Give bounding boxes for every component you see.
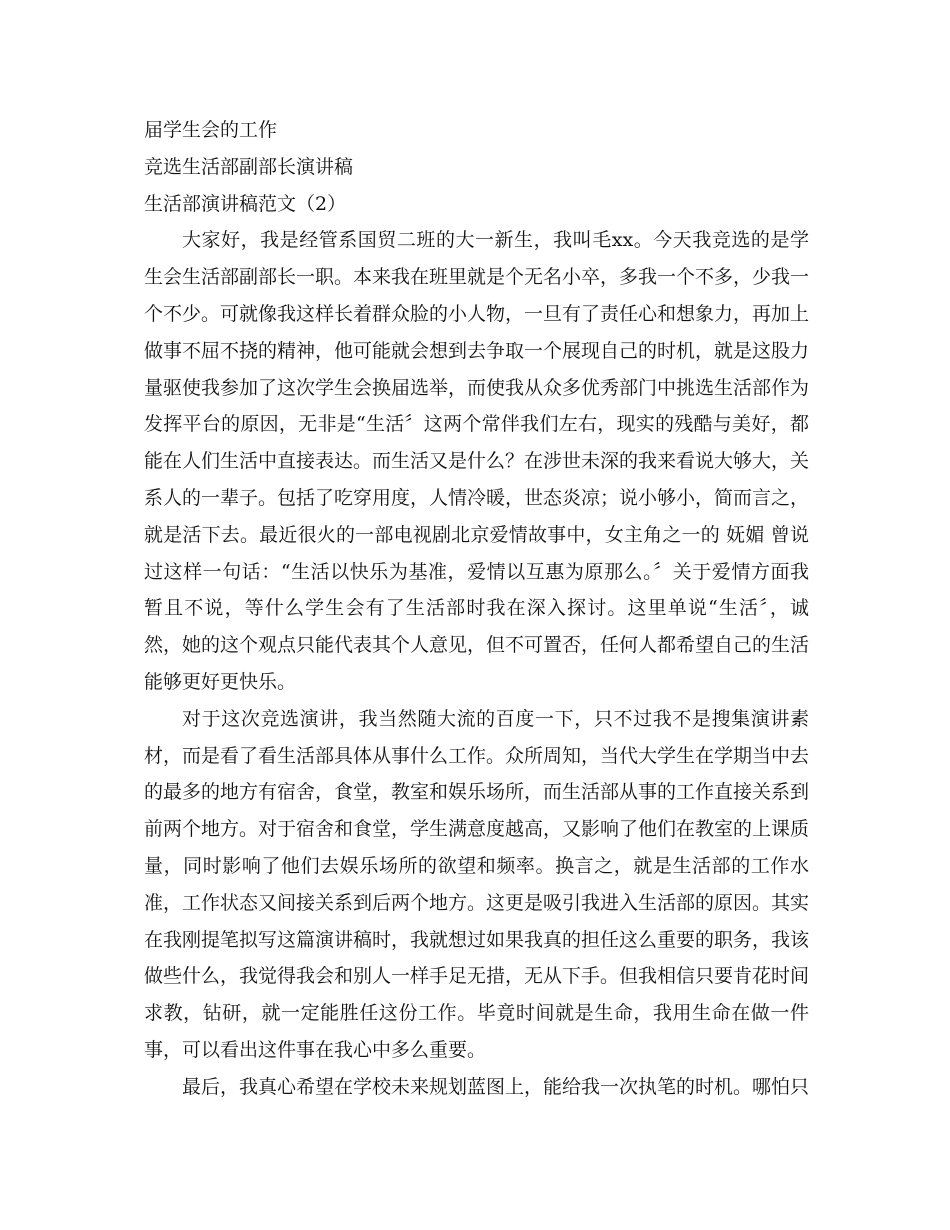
heading-line-2: 竞选生活部副部长演讲稿	[144, 155, 354, 178]
paragraph-2: 对于这次竞选演讲，我当然随大流的百度一下，只不过我不是搜集演讲素材，而是看了看生活部具体从事什么工作。众所周知，当代大学生在学期当中去的最多的地方有宿舍，食堂，教室和娱乐场所，而生活部从事的工作直接关系到前两个地方。对于宿舍和食堂，学生满意度越高，又影响了他们在教室的上课质量，同时影响了他们去娱乐场所的欲望和频率。换言之，就是生活部的工作水准，工作状态又间接关系到后两个地方。这更是吸引我进入生活部的原因。其实在我刚提笔拟写这篇演讲稿时，我就想过如果我真的担任这么重要的职务，我该做些什么，我觉得我会和别人一样手足无措，无从下手。但我相信只要肯花时间求教，钻研，就一定能胜任这份工作。毕竟时间就是生命，我用生命在做一件事，可以看出这件事在我心中多么重要。	[144, 707, 810, 1061]
heading-line-1: 届学生会的工作	[144, 119, 278, 141]
heading-line-3: 生活部演讲稿范文（2）	[144, 192, 347, 215]
paragraph-1: 大家好，我是经管系国贸二班的大一新生，我叫毛xx。今天我竞选的是学生会生活部副部长一职。本来我在班里就是个无名小卒，多我一个不多，少我一个不少。可就像我这样长着群众脸的小人物，一旦有了责任心和想象力，再加上做事不屈不挠的精神，他可能就会想到去争取一个展现自己的时机，就是这股力量驱使我参加了这次学生会换届选举，而使我从众多优秀部门中挑选生活部作为发挥平台的原因，无非是“生活〞这两个常伴我们左右，现实的残酷与美好，都能在人们生活中直接表达。而生活又是什么？在涉世未深的我来看说大够大，关系人的一辈子。包括了吃穿用度，人情冷暖，世态炎凉；说小够小，简而言之，就是活下去。最近很火的一部电视剧北京爱情故事中，女主角之一的 妩媚 曾说过这样一句话：“生活以快乐为基准，爱情以互惠为原那么。〞关于爱情方面我暂且不说，等什么学生会有了生活部时我在深入探讨。这里单说“生活〞，诚然，她的这个观点只能代表其个人意见，但不可置否，任何人都希望自己的生活能够更好更快乐。	[144, 229, 810, 693]
document-body	[144, 112, 809, 1106]
paragraph-3: 最后，我真心希望在学校未来规划蓝图上，能给我一次执笔的时机。哪怕只	[182, 1075, 810, 1098]
